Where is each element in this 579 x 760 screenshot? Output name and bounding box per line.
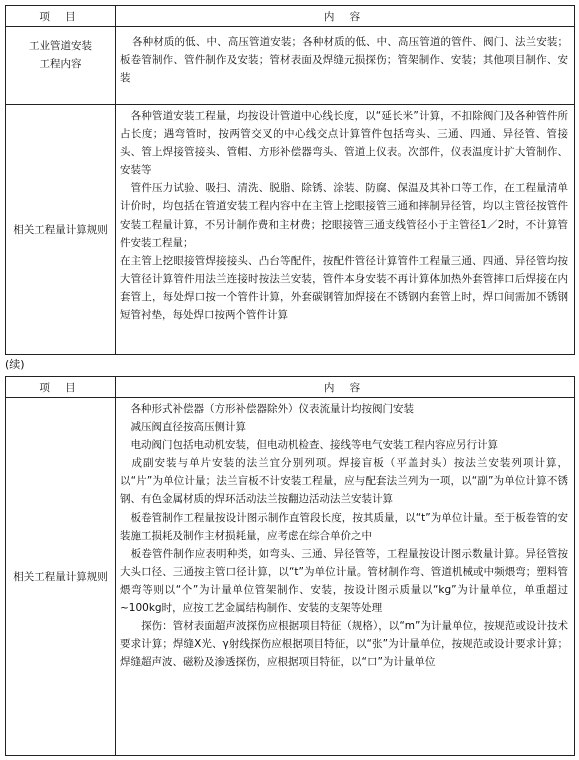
row-label [6,27,116,105]
content-paragraph: 减压阀直径按高压侧计算 [120,421,246,434]
continued-label: (续) [5,358,25,371]
content-paragraph: 各种管道安装工程量，均按设计管道中心线长度，以“延长米”计算，不扣除阀门及各种管件所占长度；遇弯管时，按两管交叉的中心线交点计算管件包括弯头、三通、四通、异径管、管接头、管上焊接管接头、管帽、方形补偿器弯头、管道上仪表。次部件，仪表温度计扩大管制作、安装等 [120,110,568,177]
header-item: 项 目 [6,377,116,398]
row-content [116,105,575,355]
table-row [6,27,575,105]
table-row [6,398,575,756]
content-paragraph: 成副安装与单片安装的法兰宜分别列项。焊接盲板（平盖封头）按法兰安装列项计算，以“片”为单位计量；法兰盲板不计安装工程量，应与配套法兰列为一项，以“副”为单位计算不锈钢、有色金属材质的焊环活动法兰按翻边活动法兰安装计算 [120,457,568,506]
table-header-row [6,377,575,398]
row-label: 相关工程量计算规则 [6,105,116,355]
header-item: 项 目 [6,6,116,27]
content-paragraph: 电动阀门包括电动机安装，但电动机检查、接线等电气安装工程内容应另行计算 [120,439,498,452]
table-header-row [6,6,575,27]
row-content [116,398,575,756]
content-paragraph: 探伤：管材表面超声波探伤应根据项目特征（规格），以“m”为计量单位，按规范或设计技术要求计算；焊缝X光、γ射线探伤应根据项目特征，以“张”为计量单位，按规范或设计要求计算；焊缝超声波、磁粉及渗透探伤，应根据项目特征，以“口”为计量单位 [120,620,568,669]
header-content: 内 容 [116,377,575,398]
row-label-line: 工程内容 [39,58,82,70]
rules-table-1 [5,5,575,355]
content-paragraph: 板卷管件制作应表明种类，如弯头、三通、异径管等，工程量按设计图示数量计算。异径管按大头口径、三通按主管口径计算，以“t”为单位计量。管材制作弯、管道机械或中频煨弯；塑料管煨弯等则以“个”为计量单位管架制作、安装，按设计图示质量以“kg”为计量单位，单重超过~100kg时，应按工艺金属结构制作、安装的支架等处理 [120,547,568,615]
row-label: 相关工程量计算规则 [6,398,116,756]
row-label-line: 工业管道安装 [29,40,92,52]
rules-table-2 [5,376,575,756]
content-paragraph: 管件压力试验、吸扫、清洗、脱脂、除锈、涂装、防腐、保温及其补口等工作，在工程量清单计价时，均包括在管道安装工程内容中在主管上挖眼接管三通和摔制异径管，均以主管径按管件安装工程量计算，不另计制作费和主材费；挖眼接管三通支线管径小于主管径1／2时，不计算管件安装工程量； [120,182,568,249]
content-paragraph: 各种形式补偿器（方形补偿器除外）仪表流量计均按阀门安装 [120,403,414,415]
content-paragraph: 各种材质的低、中、高压管道安装；各种材质的低、中、高压管道的管件、阀门、法兰安装；板卷管制作、管件制作及安装；管材表面及焊缝元损探伤；管架制作、安装；其他项目制作、安装 [120,36,568,85]
header-content: 内 容 [116,6,575,27]
content-paragraph: 板卷管制作工程量按设计图示制作直管段长度，按其质量，以“t”为单位计量。至于板卷管的安装施工损耗及制作主材损耗量，应考虑在综合单价之中 [120,511,568,542]
table-row [6,105,575,355]
content-paragraph: 在主管上挖眼接管焊接接头、凸台等配件，按配件管径计算管件工程量三通、四通、异径管均按大管径计算管件用法兰连接时按法兰安装，管件本身安装不再计算体加热外套管摔口后焊接在内套管上，每处焊口按一个管件计算，外套碳钢管加焊接在不锈钢内套管上时，焊口间需加不锈钢短管衬垫，每处焊口按两个管件计算 [120,254,568,322]
row-content [116,27,575,105]
